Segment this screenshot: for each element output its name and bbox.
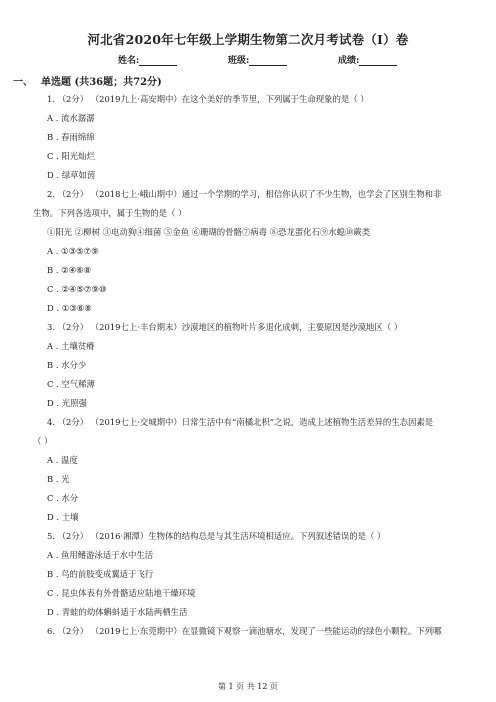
q3-option-a: A . 土壤贫瘠 bbox=[47, 341, 95, 351]
q3-option-b: B . 水分少 bbox=[47, 360, 87, 370]
question-4-continuation: （ ） bbox=[33, 436, 53, 446]
q1-option-b: B . 春雨绵绵 bbox=[47, 132, 95, 142]
q1-option-c: C . 阳光灿烂 bbox=[47, 151, 95, 161]
page-footer: 第 1 页 共 12 页 bbox=[218, 682, 278, 691]
score-blank bbox=[359, 56, 397, 66]
q2-option-c: C . ②④⑤⑦⑨⑩ bbox=[47, 284, 107, 294]
q2-option-a: A . ①③⑤⑦⑨ bbox=[47, 246, 99, 256]
question-5-text: 5. （2分） （2016·湘潭）生物体的结构总是与其生活环境相适应。下列叙述错误的是（ ） bbox=[47, 531, 386, 541]
q5-option-d: D . 青蛙的幼体蝌蚪适于水陆两栖生活 bbox=[47, 607, 188, 617]
q5-option-c: C . 昆虫体表有外骨骼适应陆地干燥环境 bbox=[47, 588, 196, 598]
question-6-text: 6. （2分） （2019七上·东莞期中）在显微镜下观察一滴池塘水，发现了一些能运动的绿色小颗粒。下列哪 bbox=[47, 626, 442, 636]
q4-option-c: C . 水分 bbox=[47, 493, 79, 503]
score-field bbox=[338, 53, 397, 66]
q1-option-d: D . 绿草如茵 bbox=[47, 170, 96, 180]
name-field bbox=[118, 53, 177, 66]
q5-option-a: A . 鱼用鳍游泳适于水中生活 bbox=[47, 550, 154, 560]
class-label: 班级: bbox=[228, 56, 250, 66]
name-label: 姓名: bbox=[118, 56, 140, 66]
q4-option-d: D . 土壤 bbox=[47, 512, 79, 522]
name-blank bbox=[139, 56, 177, 66]
q4-option-b: B . 光 bbox=[47, 474, 70, 484]
q3-option-d: D . 光照强 bbox=[47, 398, 87, 408]
question-1-text: 1. （2分） （2019九上·高安期中）在这个美好的季节里，下列属于生命现象的是（ ） bbox=[47, 94, 369, 104]
question-2-text: 2. （2分） （2018七上·峨山期中）通过一个学期的学习，相信你认识了不少生物，也学会了区别生物和非 bbox=[47, 189, 442, 199]
section-title: 单选题 (共36题；共72分) bbox=[41, 77, 162, 88]
exam-title: 河北省2020年七年级上学期生物第二次月考试卷（I）卷 bbox=[87, 32, 409, 47]
q2-option-d: D . ①③⑥⑧ bbox=[47, 303, 92, 313]
section-number: 一、 bbox=[13, 77, 33, 88]
q4-option-a: A . 温度 bbox=[47, 455, 78, 465]
q2-option-b: B . ②④⑥⑧ bbox=[47, 265, 92, 275]
q5-option-b: B . 鸟的前肢变成翼适于飞行 bbox=[47, 569, 154, 579]
section-heading bbox=[13, 73, 162, 88]
question-4-text: 4. （2分） （2019七上·交城期中）日常生活中有“南橘北枳”之说，造成上述植物生活差异的生态因素是 bbox=[47, 417, 434, 427]
question-3-text: 3. （2分） （2019七上·丰台期末）沙漠地区的植物叶片多退化成刺，主要原因是沙漠地区（ ） bbox=[47, 322, 403, 332]
class-field bbox=[228, 53, 287, 66]
student-info-row bbox=[0, 53, 496, 67]
q1-option-a: A . 流水潺潺 bbox=[47, 113, 95, 123]
q3-option-c: C . 空气稀薄 bbox=[47, 379, 95, 389]
class-blank bbox=[249, 56, 287, 66]
question-2-items: ①阳光 ②柳树 ③电动狗④细菌 ⑤金鱼 ⑥珊瑚的骨骼⑦病毒 ⑧恐龙蛋化石⑨水螅⑩蕨类 bbox=[47, 227, 371, 237]
score-label: 成绩: bbox=[338, 56, 360, 66]
question-2-continuation: 生物。下列各选项中，属于生物的是（ ） bbox=[33, 208, 187, 218]
